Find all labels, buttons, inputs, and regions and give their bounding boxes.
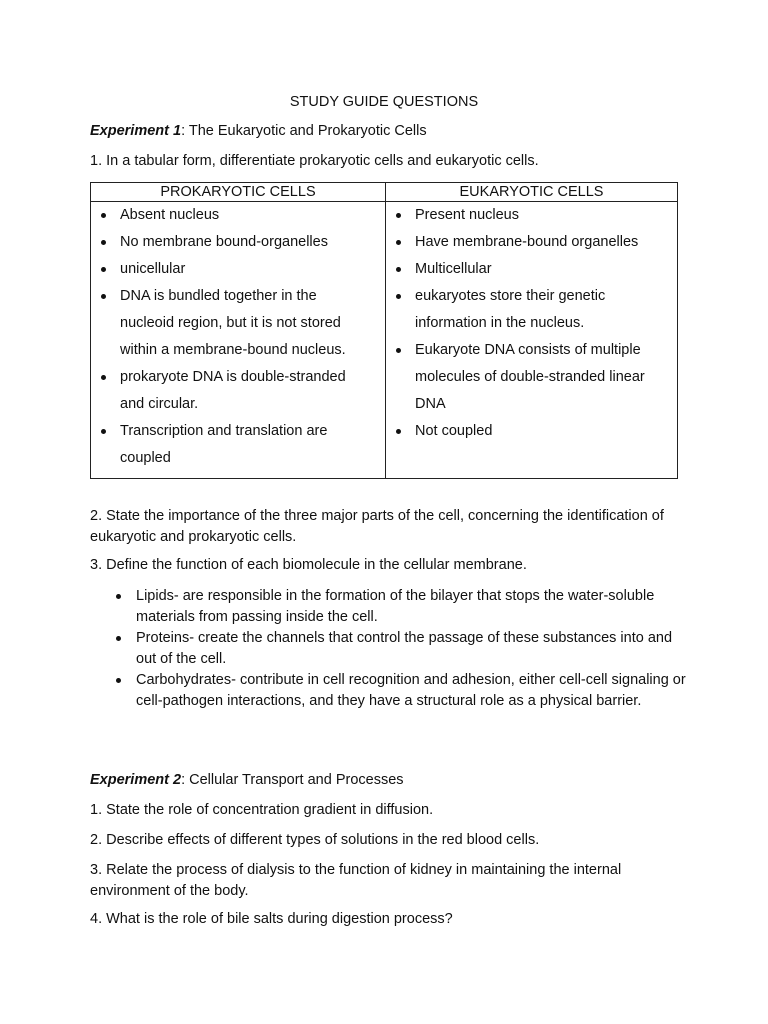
- list-item: prokaryote DNA is double-stranded and circular.: [91, 364, 385, 418]
- list-item: No membrane bound-organelles: [91, 229, 385, 256]
- list-item: DNA is bundled together in the nucleoid region, but it is not stored within a membrane-bound nucleus.: [91, 283, 385, 364]
- list-item: Not coupled: [386, 418, 677, 445]
- list-item: Transcription and translation are coupled: [91, 418, 385, 472]
- header-prokaryotic: PROKARYOTIC CELLS: [91, 183, 386, 202]
- experiment-2-label: Experiment 2: [90, 772, 182, 788]
- biomolecule-list: [108, 586, 688, 712]
- list-item: Multicellular: [386, 256, 677, 283]
- experiment-1-heading: [90, 121, 427, 141]
- list-item: Lipids- are responsible in the formation of the bilayer that stops the water-soluble materials from passing inside the cell.: [108, 586, 688, 628]
- exp2-question-2: 2. Describe effects of different types of solutions in the red blood cells.: [90, 832, 540, 848]
- experiment-2-title: : Cellular Transport and Processes: [181, 772, 404, 788]
- page-title: STUDY GUIDE QUESTIONS: [289, 94, 479, 110]
- experiment-1-title: : The Eukaryotic and Prokaryotic Cells: [181, 123, 427, 139]
- exp2-question-3: 3. Relate the process of dialysis to the function of kidney in maintaining the internal environment of the body.: [90, 862, 622, 899]
- question-3: 3. Define the function of each biomolecule in the cellular membrane.: [90, 557, 527, 573]
- list-item: Absent nucleus: [91, 202, 385, 229]
- list-item: Have membrane-bound organelles: [386, 229, 677, 256]
- list-item: Eukaryote DNA consists of multiple molecules of double-stranded linear DNA: [386, 337, 677, 418]
- experiment-2-heading: [90, 770, 404, 790]
- experiment-1-label: Experiment 1: [90, 123, 182, 139]
- header-eukaryotic: EUKARYOTIC CELLS: [386, 183, 678, 202]
- list-item: Carbohydrates- contribute in cell recognition and adhesion, either cell-cell signaling or cell-pathogen interactions, and they have a structural role as a physical barrier.: [108, 670, 688, 712]
- list-item: eukaryotes store their genetic information in the nucleus.: [386, 283, 677, 337]
- question-1: 1. In a tabular form, differentiate prokaryotic cells and eukaryotic cells.: [90, 153, 539, 169]
- question-2: 2. State the importance of the three major parts of the cell, concerning the identification of eukaryotic and prokaryotic cells.: [90, 508, 664, 545]
- exp2-question-1: 1. State the role of concentration gradient in diffusion.: [90, 802, 434, 818]
- prokaryotic-column: [91, 202, 386, 479]
- list-item: Proteins- create the channels that control the passage of these substances into and out of the cell.: [108, 628, 688, 670]
- eukaryotic-column: [386, 202, 678, 479]
- cell-comparison-table: [90, 182, 678, 479]
- list-item: unicellular: [91, 256, 385, 283]
- list-item: Present nucleus: [386, 202, 677, 229]
- exp2-question-4: 4. What is the role of bile salts during digestion process?: [90, 911, 453, 927]
